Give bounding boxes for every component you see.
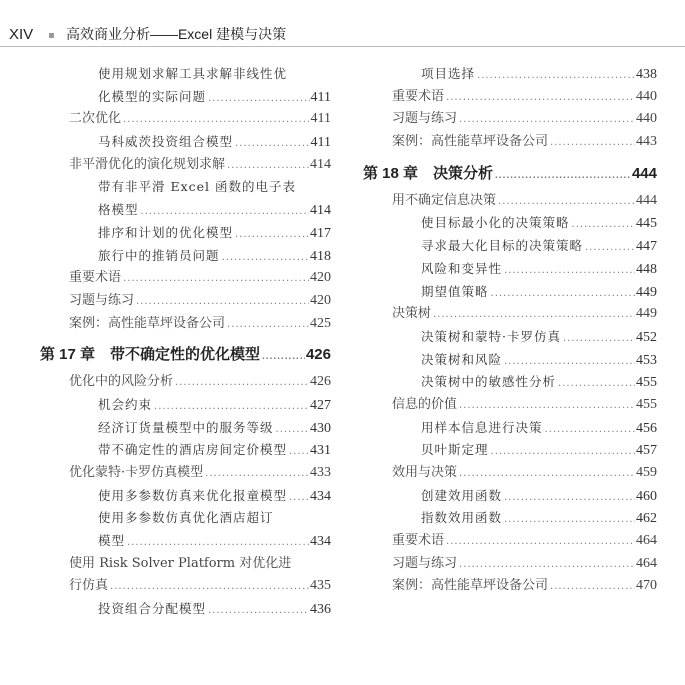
toc-entry-title: 决策树和蒙特·卡罗仿真 <box>421 328 561 344</box>
toc-entry <box>363 86 657 109</box>
toc-page-number: 455 <box>636 375 657 391</box>
toc-entry-title: 贝叶斯定理 <box>421 442 489 458</box>
toc-page-number: 420 <box>310 292 331 308</box>
dot-leader <box>289 487 309 510</box>
toc-entry <box>363 507 657 530</box>
toc-page-number: 434 <box>310 534 331 550</box>
toc-entry <box>40 108 331 131</box>
toc-entry <box>40 290 331 313</box>
dot-leader <box>205 463 309 486</box>
dot-leader <box>504 260 635 283</box>
toc-entry-title: 机会约束 <box>98 396 153 412</box>
toc-entry <box>40 394 331 417</box>
toc-entry-title: 非平滑优化的演化规划求解 <box>69 156 226 172</box>
toc-entry-title: 决策树中的敏感性分析 <box>421 374 557 390</box>
toc-entry <box>40 485 331 508</box>
toc-entry-title: 使用 Risk Solver Platform 对优化进 <box>69 555 292 571</box>
toc-entry-title: 行仿真 <box>69 578 109 594</box>
toc-entry-title: 决策树 <box>392 306 432 322</box>
toc-entry-title: 重要术语 <box>69 270 122 286</box>
toc-entry <box>40 439 331 462</box>
toc-page-number: 433 <box>310 465 331 480</box>
book-title: 高效商业分析——Excel 建模与决策 <box>65 26 287 42</box>
toc-page-number: 449 <box>636 306 657 322</box>
header-rule <box>0 46 685 47</box>
dot-leader <box>123 109 310 132</box>
dot-leader <box>550 132 635 155</box>
toc-entry <box>40 575 331 598</box>
toc-page-number: 435 <box>310 578 331 594</box>
toc-entry <box>363 575 657 598</box>
toc-entry <box>40 553 331 576</box>
toc-page-number: 420 <box>310 270 331 286</box>
toc-entry-title: 创建效用函数 <box>421 487 503 503</box>
toc-entry <box>40 245 331 268</box>
toc-entry <box>40 417 331 440</box>
dot-leader <box>227 155 309 178</box>
toc-entry-title: 排序和计划的优化模型 <box>98 224 234 240</box>
toc-entry-title: 风险和变异性 <box>421 260 503 276</box>
toc-entry <box>363 258 657 281</box>
toc-page-number: 414 <box>310 203 331 219</box>
toc-entry-title: 用不确定信息决策 <box>392 192 497 208</box>
toc-page-number: 456 <box>636 420 657 436</box>
toc-entry-title: 习题与练习 <box>392 111 458 127</box>
toc-entry-title: 期望值策略 <box>421 283 489 299</box>
toc-entry <box>363 530 657 553</box>
toc-page-number: 443 <box>636 134 657 150</box>
toc-page-number: 426 <box>310 374 331 390</box>
toc-entry <box>40 86 331 109</box>
toc-page-number: 434 <box>310 488 331 504</box>
toc-page-number: 414 <box>310 156 331 172</box>
toc-page-number: 464 <box>636 533 657 549</box>
toc-entry-title: 习题与练习 <box>392 555 458 571</box>
toc-entry <box>40 131 331 154</box>
toc-entry <box>363 349 657 372</box>
dot-leader <box>550 576 635 599</box>
dot-leader <box>433 304 635 327</box>
toc-entry <box>40 199 331 222</box>
toc-entry-title: 第 17 章 带不确定性的优化模型 <box>40 346 261 364</box>
toc-entry <box>40 313 331 336</box>
dot-leader <box>495 164 631 188</box>
toc-entry <box>40 371 331 394</box>
toc-page-number: 431 <box>310 443 331 459</box>
dot-leader <box>136 291 309 314</box>
dot-leader <box>504 351 635 374</box>
dot-leader <box>459 395 635 418</box>
toc-page-number: 418 <box>310 248 331 264</box>
square-bullet-icon <box>49 33 54 38</box>
toc-left-column <box>40 63 331 621</box>
toc-entry <box>40 530 331 553</box>
toc-entry-title: 使用多参数仿真来优化报童模型 <box>98 487 288 503</box>
toc-entry-title: 重要术语 <box>392 533 445 549</box>
toc-entry-title: 优化蒙特·卡罗仿真模型 <box>69 465 204 480</box>
dot-leader <box>235 224 309 247</box>
toc-entry <box>363 553 657 576</box>
dot-leader <box>498 191 635 214</box>
toc-entry <box>363 371 657 394</box>
toc-right-column <box>363 63 657 598</box>
toc-entry-title: 寻求最大化目标的决策策略 <box>421 238 584 254</box>
toc-entry-title: 习题与练习 <box>69 292 135 308</box>
toc-page-number: 440 <box>636 88 657 104</box>
dot-leader <box>446 87 635 110</box>
toc-page-number: 430 <box>310 420 331 436</box>
toc-page-number: 462 <box>636 511 657 527</box>
toc-page-number: 445 <box>636 216 657 232</box>
toc-page-number: 438 <box>636 67 657 82</box>
toc-entry-title: 决策树和风险 <box>421 351 503 367</box>
toc-page-number: 457 <box>636 443 657 459</box>
dot-leader <box>585 237 635 260</box>
dot-leader <box>175 372 309 395</box>
toc-entry-title: 马科威茨投资组合模型 <box>98 134 234 150</box>
toc-entry <box>363 439 657 462</box>
dot-leader <box>563 328 635 351</box>
toc-chapter-entry <box>40 343 331 367</box>
toc-entry-title: 投资组合分配模型 <box>98 601 207 617</box>
toc-entry <box>363 281 657 304</box>
dot-leader <box>477 65 635 88</box>
dot-leader <box>446 531 635 554</box>
toc-page-number: 464 <box>636 555 657 571</box>
toc-entry <box>40 507 331 530</box>
toc-entry <box>40 267 331 290</box>
toc-entry <box>363 190 657 213</box>
toc-entry-title: 格模型 <box>98 202 139 218</box>
toc-page-number: 425 <box>310 315 331 331</box>
toc-entry-title: 二次优化 <box>69 111 122 127</box>
toc-entry-title: 优化中的风险分析 <box>69 374 174 390</box>
toc-entry-title: 经济订货量模型中的服务等级 <box>98 419 274 435</box>
toc-entry <box>363 235 657 258</box>
toc-entry <box>40 63 331 86</box>
toc-entry-title: 案例：高性能草坪设备公司 <box>392 578 549 594</box>
dot-leader <box>545 419 635 442</box>
toc-page-number: 470 <box>636 578 657 594</box>
toc-page-number: 411 <box>310 89 331 105</box>
toc-entry <box>40 598 331 621</box>
toc-entry <box>40 176 331 199</box>
toc-entry <box>363 63 657 86</box>
toc-entry-title: 第 18 章 决策分析 <box>363 164 494 182</box>
toc-page-number: 427 <box>310 397 331 413</box>
toc-page-number: 449 <box>636 284 657 300</box>
dot-leader <box>459 463 635 486</box>
dot-leader <box>127 532 309 555</box>
toc-chapter-entry <box>363 162 657 186</box>
dot-leader <box>572 214 635 237</box>
toc-page-number: 411 <box>310 135 331 151</box>
toc-entry-title: 化模型的实际问题 <box>98 88 207 104</box>
dot-leader <box>491 283 635 306</box>
toc-page-number: 411 <box>310 111 331 127</box>
dot-leader <box>227 314 309 337</box>
toc-entry <box>363 417 657 440</box>
toc-page-number: 444 <box>631 164 657 182</box>
toc-page-number: 417 <box>310 225 331 241</box>
dot-leader <box>110 576 309 599</box>
toc-entry-title: 带不确定性的酒店房间定价模型 <box>98 442 288 458</box>
toc-entry <box>363 108 657 131</box>
toc-entry <box>363 462 657 485</box>
toc-entry-title: 重要术语 <box>392 88 445 104</box>
toc-entry <box>363 326 657 349</box>
toc-page-number: 447 <box>636 239 657 255</box>
toc-entry <box>363 131 657 154</box>
dot-leader <box>141 201 309 224</box>
dot-leader <box>123 268 309 291</box>
dot-leader <box>208 600 309 623</box>
toc-page-number: 459 <box>636 465 657 480</box>
dot-leader <box>235 133 310 156</box>
toc-entry-title: 信息的价值 <box>392 396 458 412</box>
toc-page-number: 448 <box>636 261 657 277</box>
toc-entry-title: 项目选择 <box>421 66 476 81</box>
dot-leader <box>459 109 635 132</box>
toc-page-number: 452 <box>636 329 657 345</box>
toc-entry-title: 使用规划求解工具求解非线性优 <box>98 66 288 81</box>
toc-entry-title: 旅行中的推销员问题 <box>98 247 220 263</box>
dot-leader <box>558 373 635 396</box>
page-number: XIV <box>9 26 34 43</box>
dot-leader <box>289 441 309 464</box>
dot-leader <box>504 509 635 532</box>
toc-entry <box>40 222 331 245</box>
toc-entry-title: 使目标最小化的决策策略 <box>421 215 570 231</box>
dot-leader <box>276 419 309 442</box>
toc-entry-title: 用样本信息进行决策 <box>421 419 543 435</box>
toc-entry <box>40 154 331 177</box>
dot-leader <box>491 441 635 464</box>
toc-entry <box>363 485 657 508</box>
toc-entry <box>363 212 657 235</box>
dot-leader <box>208 88 310 111</box>
toc-page-number: 460 <box>636 488 657 504</box>
toc-page-number: 426 <box>305 346 331 364</box>
toc-page-number: 440 <box>636 111 657 127</box>
toc-page-number: 444 <box>636 192 657 208</box>
toc-entry-title: 案例：高性能草坪设备公司 <box>69 315 226 331</box>
toc-entry-title: 案例：高性能草坪设备公司 <box>392 134 549 150</box>
dot-leader <box>222 247 309 270</box>
dot-leader <box>459 554 635 577</box>
dot-leader <box>154 396 309 419</box>
toc-entry-title: 指数效用函数 <box>421 510 503 526</box>
toc-entry <box>363 394 657 417</box>
running-header <box>9 24 286 44</box>
toc-entry-title: 效用与决策 <box>392 465 458 480</box>
toc-entry <box>40 462 331 485</box>
toc-entry-title: 使用多参数仿真优化酒店超订 <box>98 510 274 526</box>
toc-entry-title: 模型 <box>98 533 126 549</box>
toc-page-number: 436 <box>310 602 331 618</box>
toc-entry-title: 带有非平滑 Excel 函数的电子表 <box>98 179 297 195</box>
toc-page-number: 453 <box>636 352 657 368</box>
dot-leader <box>504 487 635 510</box>
toc-entry <box>363 303 657 326</box>
dot-leader <box>262 345 305 369</box>
toc-page-number: 455 <box>636 396 657 412</box>
